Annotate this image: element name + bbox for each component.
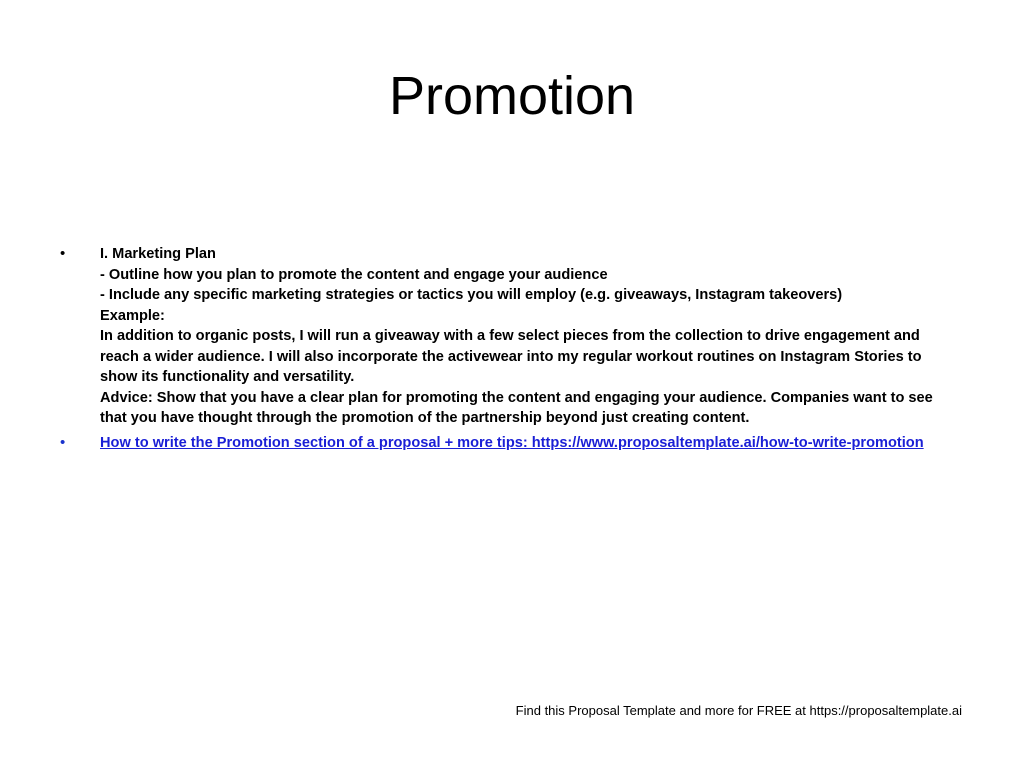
list-item xyxy=(56,433,956,454)
bullet-list xyxy=(56,244,956,457)
outline-line: - Outline how you plan to promote the content and engage your audience xyxy=(100,266,608,283)
slide-title: Promotion xyxy=(388,66,636,126)
advice-text: Advice: Show that you have a clear plan for promoting the content and engaging your audience. Companies want to see that you have thought through the promotion of the partnership beyond just creating content. xyxy=(100,389,933,426)
bullet-icon: • xyxy=(60,433,66,451)
marketing-plan-text xyxy=(100,244,956,429)
section-heading: I. Marketing Plan xyxy=(100,246,216,262)
promotion-tips-link[interactable]: How to write the Promotion section of a proposal + more tips: https://www.proposaltemplate.ai/how-to-write-promotion xyxy=(100,434,924,451)
example-text: In addition to organic posts, I will run a giveaway with a few select pieces from the collection to drive engagement and reach a wider audience. I will also incorporate the activewear into my regular workout routines on Instagram Stories to show its functionality and versatility. xyxy=(100,328,922,385)
strategies-line: - Include any specific marketing strategies or tactics you will employ (e.g. giveaways, Instagram takeovers) xyxy=(100,287,843,303)
bullet-icon: • xyxy=(60,245,66,262)
example-label: Example: xyxy=(100,307,165,324)
list-item xyxy=(56,244,956,429)
footer-text: Find this Proposal Template and more for FREE at https://proposaltemplate.ai xyxy=(515,703,962,718)
